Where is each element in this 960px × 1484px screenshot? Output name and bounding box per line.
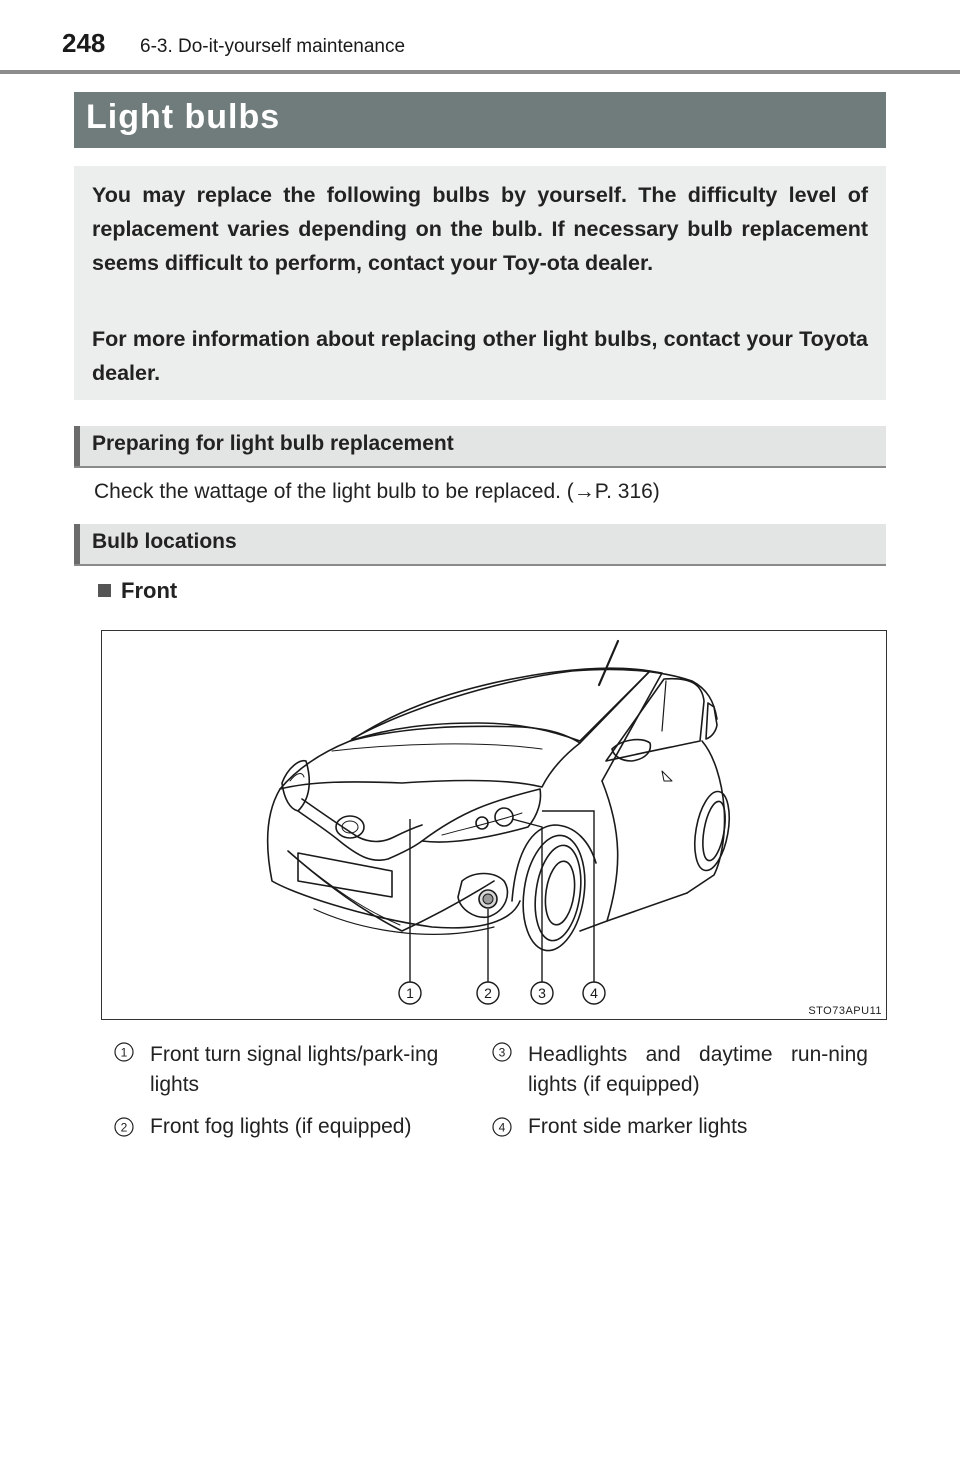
legend-item-4: Front side marker lights	[528, 1115, 748, 1138]
bulb-locations-heading-text: Bulb locations	[92, 530, 237, 553]
legend-number-2-icon	[114, 1117, 134, 1137]
legend-number-1-icon	[114, 1042, 134, 1062]
callout-1: 1	[406, 985, 414, 1001]
legend-number-4-icon	[492, 1117, 512, 1137]
legend-item-1: Front turn signal lights/park-ing lights	[150, 1043, 439, 1096]
intro-box	[74, 166, 886, 400]
page-title: Light bulbs	[86, 98, 281, 136]
preparing-text: Check the wattage of the light bulb to be replaced. (→P. 316)	[94, 480, 660, 503]
front-label-text: Front	[121, 578, 178, 603]
front-label	[98, 578, 177, 604]
figure-code: STO73APU11	[808, 1005, 882, 1017]
svg-text:1: 1	[120, 1045, 128, 1060]
section-label: 6-3. Do-it-yourself maintenance	[140, 36, 406, 57]
legend-item-2: Front fog lights (if equipped)	[150, 1115, 412, 1138]
page-number: 248	[62, 28, 106, 58]
bulb-locations-heading	[74, 524, 886, 566]
legend-number-3-icon	[492, 1042, 512, 1062]
intro-paragraph-1: You may replace the following bulbs by yourself. The difficulty level of replacement varies depending on the bulb. If necessary bulb replacement seems difficult to perform, contact your Toy-ota dealer.	[92, 183, 868, 275]
svg-text:2: 2	[120, 1120, 128, 1135]
svg-text:3: 3	[498, 1045, 506, 1060]
square-bullet-icon	[98, 584, 111, 597]
svg-text:4: 4	[498, 1120, 506, 1135]
header-rule	[0, 70, 960, 74]
callout-2: 2	[484, 985, 492, 1001]
preparing-heading	[74, 426, 886, 468]
intro-paragraph-2: For more information about replacing other light bulbs, contact your Toyota dealer.	[92, 327, 868, 385]
title-bar	[74, 92, 886, 148]
preparing-heading-text: Preparing for light bulb replacement	[92, 432, 454, 455]
car-front-figure	[101, 630, 887, 1020]
callout-3: 3	[538, 985, 546, 1001]
page-header	[0, 0, 960, 76]
callout-4: 4	[590, 985, 598, 1001]
car-illustration	[102, 631, 886, 1019]
legend-item-3: Headlights and daytime run-ning lights (if equipped)	[528, 1043, 868, 1096]
